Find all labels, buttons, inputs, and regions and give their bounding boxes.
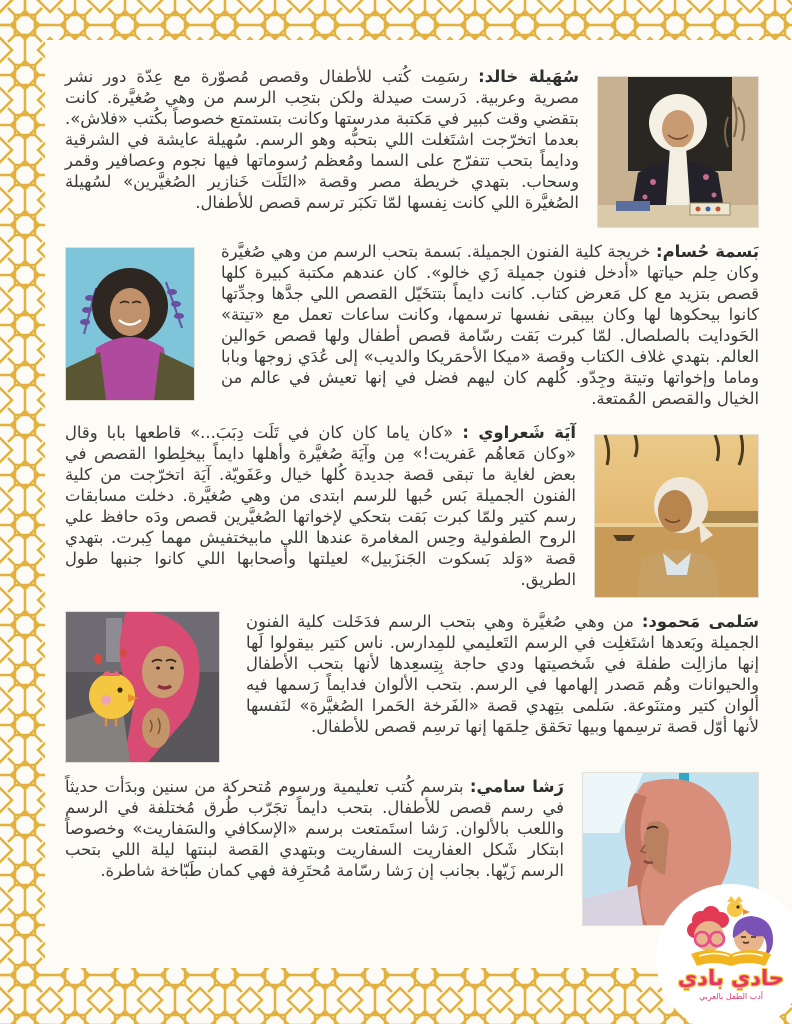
profile-bio bbox=[65, 776, 564, 881]
profile-text: من وهي صُغيَّرة وهي بتحب الرسم فدَخَلت كلية الفنون الجميلة وبَعدها اشتَغلِت في الرسم التَعليمي للمِدارس. ناس كتير بيقولوا لَها إنها مازالِت طفلة في شَخصيتها ودي حاجة بِتِسعِدها لأنها بتحب الأطفال والحيوانات وهُم مَصدر إلهامها في الرسم. بتحب الألوان فدايماً رَسمها فيه ألوان كتير ومتنَوعة. سَلمى بتِهدي قصة «الفَرخة الحَمرا الصُغيَّرة» لنَفسها لأنها أوّل قصة ترسِمها وبيها تحَقق حِلمَها إنها ترسِم قصص للأطفال. bbox=[246, 612, 759, 736]
portrait-photo-aya bbox=[594, 434, 759, 598]
hadi-badi-logo-art bbox=[675, 896, 787, 970]
logo-wordmark: حادي بادي bbox=[677, 966, 785, 990]
profile-bio bbox=[65, 66, 579, 213]
profile-text: «كان ياما كان كان في تَلَت دِبَبَ...» قاطعها بابا وقال «وكان مَعاهُم عَفريت!» مِن وآيَة صُغيَّرة وأهلها دايماً بيخلِطوا القصص في بعض لغاية ما تبقى قصة جديدة كُلها خيال وعَفَويّة. آيَة اتخرّجت من كلية الفنون الجميلة بَس حُبها للرسم ابتدى من وهي صُغيَّرة. دخلت مسابقات رسم كتير ولمّا كبرت بَقت بتحكي لإخواتها الصُغيَّرين قصص ودَه حافظ علي الروح الطفولية وحِس المغامرة عندها اللي مابيختفيش مهما كِبرت. بتهدي قصة «وَلد بَسكوت الجَنزَبيل» لعيلتها وأصحابها اللي كانوا جنبها طول الطريق. bbox=[65, 423, 576, 589]
profile-bio bbox=[246, 611, 759, 737]
profile-bio bbox=[65, 422, 576, 590]
border-top bbox=[0, 0, 792, 40]
profile-bio bbox=[221, 241, 759, 409]
girl-purple-hair-icon bbox=[733, 916, 773, 956]
profile-name: سَلمى مَحمود: bbox=[641, 612, 759, 631]
profile-text: بترسم كُتب تعليمية ورسوم مُتحركة من سنين وبدَأت حديثاً في رسم قصص للأطفال. بتحب دايماً تجَرّب طُرق مُختلفة في الرسم واللعب بالألوان. رَشا استَمتعت برسم «الإسكافي والسَفاريت» وخصوصاً ابتكار شَكل العفاريت السفاريت وبتهدي القصة لبنتها ليلة اللي بتحب الرسم زَيّها. بجانب إن رَشا رسّامة مُحتَرِفة فهي كمان طَبّاخة شاطرة. bbox=[65, 777, 564, 880]
car-seat bbox=[106, 618, 122, 662]
boy-with-glasses-icon bbox=[687, 906, 729, 951]
hadi-badi-logo bbox=[656, 884, 792, 1024]
profile-row-suhaila bbox=[65, 66, 759, 228]
profile-row-rasha bbox=[65, 776, 759, 926]
profile-text: خريجة كلية الفنون الجميلة. بَسمة بتحب الرسم من وهي صُغيَّرة وكان حِلم حياتها «أدخل فنون جميلة زَي خالو». كان عندهم مكتبة كبيرة كلها قصص بتزيد مع كل مَعرض كتاب. كانت دايماً بتتخَيّل القصص اللي جدَّها وجدِّتها كانوا بيحكوها لها وكان بيبقى نفسها ترسمها، وكانت ساعات تعمل مع «تيتة» الحَودايت بالصلصال. لمّا كبرت بَقت رسّامة قصص أطفال ولها قصص حَوالين العالم. بتهدي غلاف الكتاب وقصة «ميكا الأحمَريكا والديب» إلى عُدَي زوجها وبابا وماما وإخواتها وتيتة وجِدّو. كُلهم كان ليهم فضل في إنها تعيش في عالم من الخيال والقصص المُمتعة. bbox=[221, 242, 759, 408]
border-left bbox=[0, 0, 45, 1024]
profile-text: رسَمِت كُتب للأطفال وقصص مُصوّرة مع عِدّة دور نشر مصرية وعربية. دَرست صيدلة ولكن بتحِب الرسم من وهي صُغيَّرة. كانت بتقضي وقت كبير في مَكتبة مدرستها وكانت بتستمتع خصوصاً بكُتب «فلاش». بعدما اتخرّجت اشتَغلت اللي بتحبُّه وهو الرسم. سُهيلة عايشة في الشرقية ودايماً بتحب تتفرّج على السما ومُعظم رُسوماتها فيها نجوم وعصافير وقمر وسحاب. بتهدي خريطة مصر وقصة «التَلَت خَنازير الصُغيَّرين» لسُهيلة الصُغيَّرة اللي كانت نِفسها لمّا تكبَر ترسم قصص للأطفال. bbox=[65, 67, 579, 212]
white-scarf bbox=[666, 147, 690, 205]
profile-name: رَشا سامي: bbox=[469, 777, 564, 796]
profile-row-salma bbox=[65, 611, 759, 763]
open-book-icon bbox=[691, 950, 771, 966]
hand bbox=[142, 708, 170, 748]
portrait-photo-salma bbox=[65, 611, 220, 763]
profile-row-aya bbox=[65, 422, 759, 598]
profile-row-basma bbox=[65, 241, 759, 409]
portrait-photo-suhaila bbox=[597, 76, 759, 228]
profile-name: بَسمة حُسام: bbox=[656, 242, 759, 261]
profile-name: سُهَيلة خالد: bbox=[478, 67, 579, 86]
portrait-photo-basma bbox=[65, 247, 195, 401]
profiles-column bbox=[45, 40, 779, 974]
crowned-chick-icon bbox=[727, 896, 750, 917]
profile-name: آيَة شَعراوي : bbox=[462, 423, 576, 442]
logo-tagline: أدب الطفل بالعربي bbox=[699, 992, 763, 1001]
